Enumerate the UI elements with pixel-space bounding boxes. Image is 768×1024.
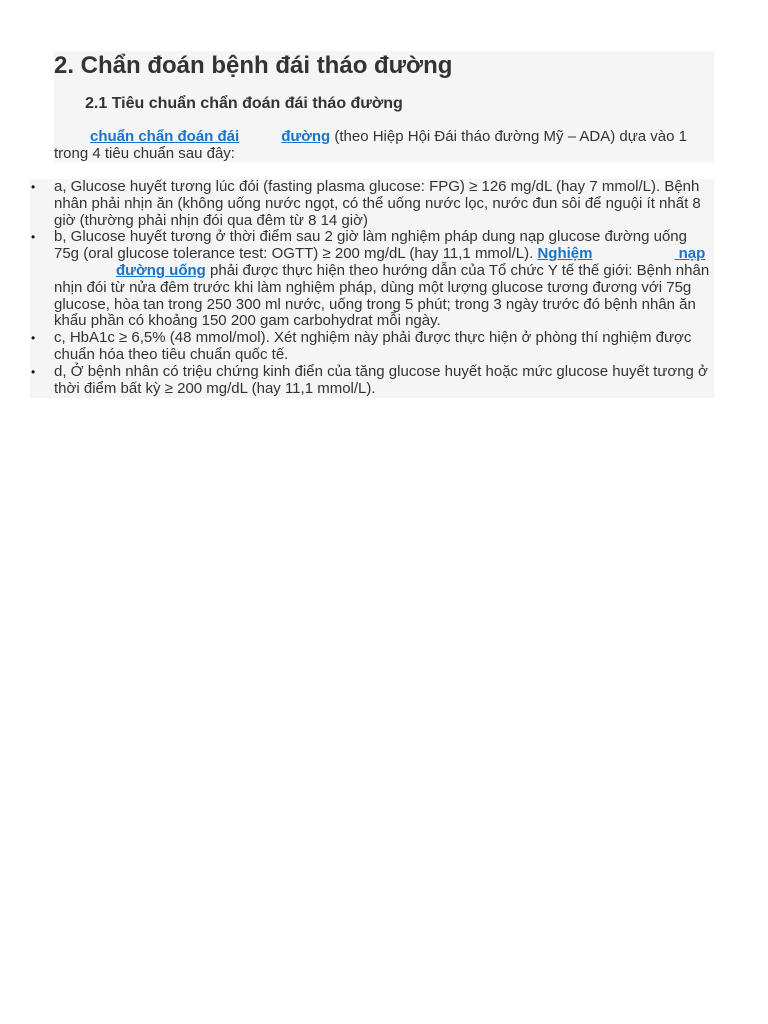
diagnosis-section [54, 51, 714, 162]
diagnosis-criteria-link[interactable] [54, 128, 330, 145]
criterion-b-text-after: phải được thực hiện theo hướng dẫn của Tổ chức Y tế thế giới: Bệnh nhân nhịn đói từ nửa đêm trước khi làm nghiệm pháp, dùng một lượng glucose tương đương với 75g glucose, hòa tan trong 250 300 ml nước, uống trong 5 phút; trong 3 ngày trước đó bệnh nhân ăn khẩu phần có khoảng 150 200 gam carbohydrat mỗi ngày. [54, 261, 710, 330]
criteria-list [30, 179, 714, 397]
criterion-c-text: c, HbA1c ≥ 6,5% (48 mmol/mol). Xét nghiệm này phải được thực hiện ở phòng thí nghiệm được chuẩn hóa theo tiêu chuẩn quốc tế. [54, 329, 692, 363]
section-heading: 2. Chẩn đoán bệnh đái tháo đường [54, 52, 453, 79]
criterion-d-text: d, Ở bệnh nhân có triệu chứng kinh điển của tăng glucose huyết hoặc mức glucose huyết tương ở thời điểm bất kỳ ≥ 200 mg/dL (hay 11,1 mmol/L). [54, 362, 708, 397]
criterion-a-text: a, Glucose huyết tương lúc đói (fasting plasma glucose: FPG) ≥ 126 mg/dL (hay 7 mmol/L). Bệnh nhân phải nhịn ăn (không uống nước ngọt, có thể uống nước lọc, nước đun sôi để nguội ít nhất 8 giờ (thường phải nhịn đói qua đêm từ 8 14 giờ) [54, 178, 701, 229]
bullet-icon: • [31, 364, 36, 379]
ogtt-link-text-1: Nghiệm [537, 245, 593, 263]
list-item-a [30, 179, 714, 229]
bullet-icon: • [31, 230, 36, 245]
ogtt-link-text-2: nạp [678, 245, 706, 263]
diagnosis-criteria-link-text-2: đường [281, 128, 331, 145]
criteria-list-panel [30, 179, 714, 398]
bullet-icon: • [31, 331, 36, 346]
list-item-b [30, 229, 714, 330]
bullet-icon: • [31, 180, 36, 194]
criterion-b-text-before: b, Glucose huyết tương ở thời điểm sau 2 giờ làm nghiệm pháp dung nạp glucose đường uống 75g (oral glucose tolerance test: OGTT) ≥ 200 mg/dL (hay 11,1 mmol/L). [54, 228, 687, 263]
diagnosis-criteria-link-text-1: chuẩn chẩn đoán đái [90, 128, 240, 145]
intro-paragraph [54, 129, 714, 163]
intro-text: (theo Hiệp Hội Đái tháo đường Mỹ – ADA) dựa vào 1 trong 4 tiêu chuẩn sau đây: [54, 128, 687, 162]
list-item-c [30, 330, 714, 364]
list-item-d [30, 364, 714, 398]
section-subheading: 2.1 Tiêu chuẩn chẩn đoán đái tháo đường [85, 95, 403, 112]
ogtt-link-text-3: đường uống [116, 261, 206, 279]
